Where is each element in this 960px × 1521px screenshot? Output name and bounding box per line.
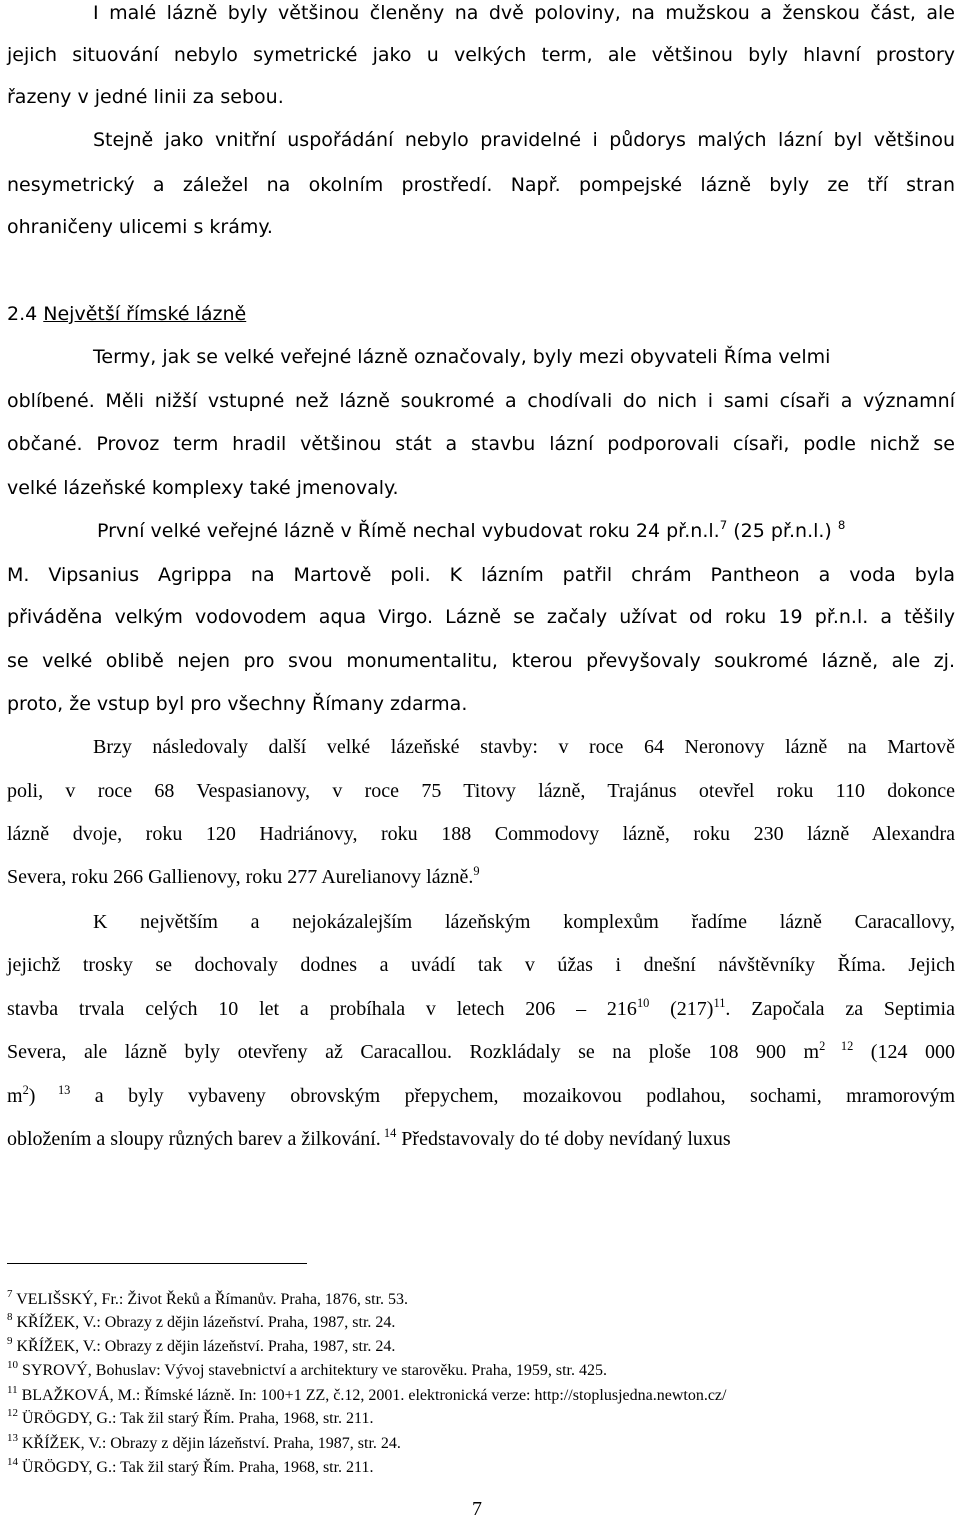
footnote-ref: 10 — [636, 995, 650, 1010]
footnote: $^7$ VELIŠSKÝ, Fr.: Život Řeků a Římanův. Praha, 1876, str. 53. — [7, 1288, 409, 1308]
body-text-line: I malé lázně byly většinou členěny na dvě poloviny, na mužskou a ženskou část, ale — [93, 2, 955, 24]
body-text-line: se velké oblibě nejen pro svou monumentalitu, kterou převyšovaly soukromé lázně, ale zj. — [7, 650, 955, 672]
body-text-line: M. Vipsanius Agrippa na Martově poli. K lázním patřil chrám Pantheon a voda byla — [7, 564, 955, 586]
body-text-line: velké lázeňské komplexy také jmenovaly. — [7, 477, 399, 499]
body-text-line: K největším a nejokázalejším lázeňským komplexům řadíme lázně Caracallovy, — [93, 911, 955, 933]
body-text-line: lázně dvoje, roku 120 Hadriánovy, roku 188 Commodovy lázně, roku 230 lázně Alexandra — [7, 823, 955, 845]
footnote-ref: 7 — [719, 518, 728, 533]
body-text-line: Stejně jako vnitřní uspořádání nebylo pravidelné i půdorys malých lázní byl většinou — [93, 129, 955, 151]
footnote-ref: 14 — [380, 1125, 397, 1140]
body-text-line: Termy, jak se velké veřejné lázně označovaly, byly mezi obyvateli Říma velmi — [93, 346, 831, 368]
body-text-line: oblíbené. Měli nižší vstupné než lázně soukromé a chodívali do nich i sami císaři a významní — [7, 390, 955, 412]
body-text-line: proto, že vstup byl pro všechny Římany zdarma. — [7, 693, 468, 715]
body-text-line: $m^2$) $^{13}$ a byly vybaveny obrovským přepychem, mozaikovou podlahou, sochami, mramorovým — [7, 1082, 955, 1107]
superscript: 2 — [22, 1082, 29, 1097]
body-text-line: Severa, roku 266 Gallienovy, roku 277 Aurelianovy lázně.$^9$ — [7, 863, 480, 888]
body-text-line: nesymetrický a záležel na okolním prostředí. Např. pompejské lázně byly ze tří stran — [7, 174, 955, 196]
footnote: $^8$ KŘÍŽEK, V.: Obrazy z dějin lázeňství. Praha, 1987, str. 24. — [7, 1311, 396, 1331]
footnote: $^9$ KŘÍŽEK, V.: Obrazy z dějin lázeňství. Praha, 1987, str. 24. — [7, 1335, 396, 1355]
body-text-line: stavba trvala celých 10 let a probíhala v letech $206 - 216^{10}$ $(217)^{11}$. Započala za Septimia — [7, 995, 955, 1020]
footnote-ref: 9 — [473, 863, 480, 878]
footnote: $^{12}$ ÜRÖGDY, G.: Tak žil starý Řím. Praha, 1968, str. 211. — [7, 1407, 374, 1427]
body-text-line: jejichž trosky se dochovaly dodnes a uvádí tak v úžas i dnešní návštěvníky Říma. Jejich — [7, 954, 955, 976]
body-text-line: Severa, ale lázně byly otevřeny až Caracallou. Rozkládaly se na ploše 108 900 $m^{2 12}$ (124 000 — [7, 1038, 955, 1063]
footnote: $^{13}$ KŘÍŽEK, V.: Obrazy z dějin lázeňství. Praha, 1987, str. 24. — [7, 1432, 401, 1452]
footnote: $^{11}$ BLAŽKOVÁ, M.: Římské lázně. In: 100+1 ZZ, č.12, 2001. elektronická verze: http://stoplusjedna.newton.cz/ — [7, 1384, 727, 1404]
body-text-line: přiváděna velkým vodovodem aqua Virgo. Lázně se začaly užívat od roku 19 př.n.l. a těšily — [7, 606, 955, 628]
footnote: $^{14}$ ÜRÖGDY, G.: Tak žil starý Řím. Praha, 1968, str. 211. — [7, 1456, 374, 1476]
footnote: $^{10}$ SYROVÝ, Bohuslav: Vývoj stavebnictví a architektury ve starověku. Praha, 1959, str. 425. — [7, 1359, 607, 1379]
section-number: 2.4 — [7, 303, 38, 325]
body-text-line: poli, v roce 68 Vespasianovy, v roce 75 Titovy lázně, Trajánus otevřel roku 110 dokonce — [7, 780, 955, 802]
footnote-ref: 8 — [837, 518, 846, 533]
section-title: Největší římské lázně — [43, 303, 247, 325]
section-heading — [7, 303, 246, 325]
footnote-ref: 2 12 — [819, 1038, 854, 1053]
body-text-line: Brzy následovaly další velké lázeňské stavby: v roce 64 Neronovy lázně na Martově — [93, 736, 955, 758]
body-text-line: občané. Provoz term hradil většinou stát a stavbu lázní podporovali císaři, podle nichž se — [7, 433, 955, 455]
body-text-line: řazeny v jedné linii za sebou. — [7, 86, 284, 108]
body-text-line: ohraničeny ulicemi s krámy. — [7, 216, 273, 238]
body-text-line: jejich situování nebylo symetrické jako u velkých term, ale většinou byly hlavní prostory — [7, 44, 955, 66]
footnote-separator — [7, 1263, 307, 1264]
footnote-ref: 11 — [713, 995, 726, 1010]
footnote-ref: 13 — [35, 1082, 71, 1097]
body-text-line: obložením a sloupy různých barev a žilkování. $^{14}$ Představovaly do té doby nevídaný luxus — [7, 1125, 731, 1150]
body-text-line: První velké veřejné lázně v Římě nechal vybudovat roku 24 př.n.l.$^7$ (25 př.n.l.) $^8$ — [97, 518, 846, 542]
page-number: 7 — [472, 1498, 482, 1520]
